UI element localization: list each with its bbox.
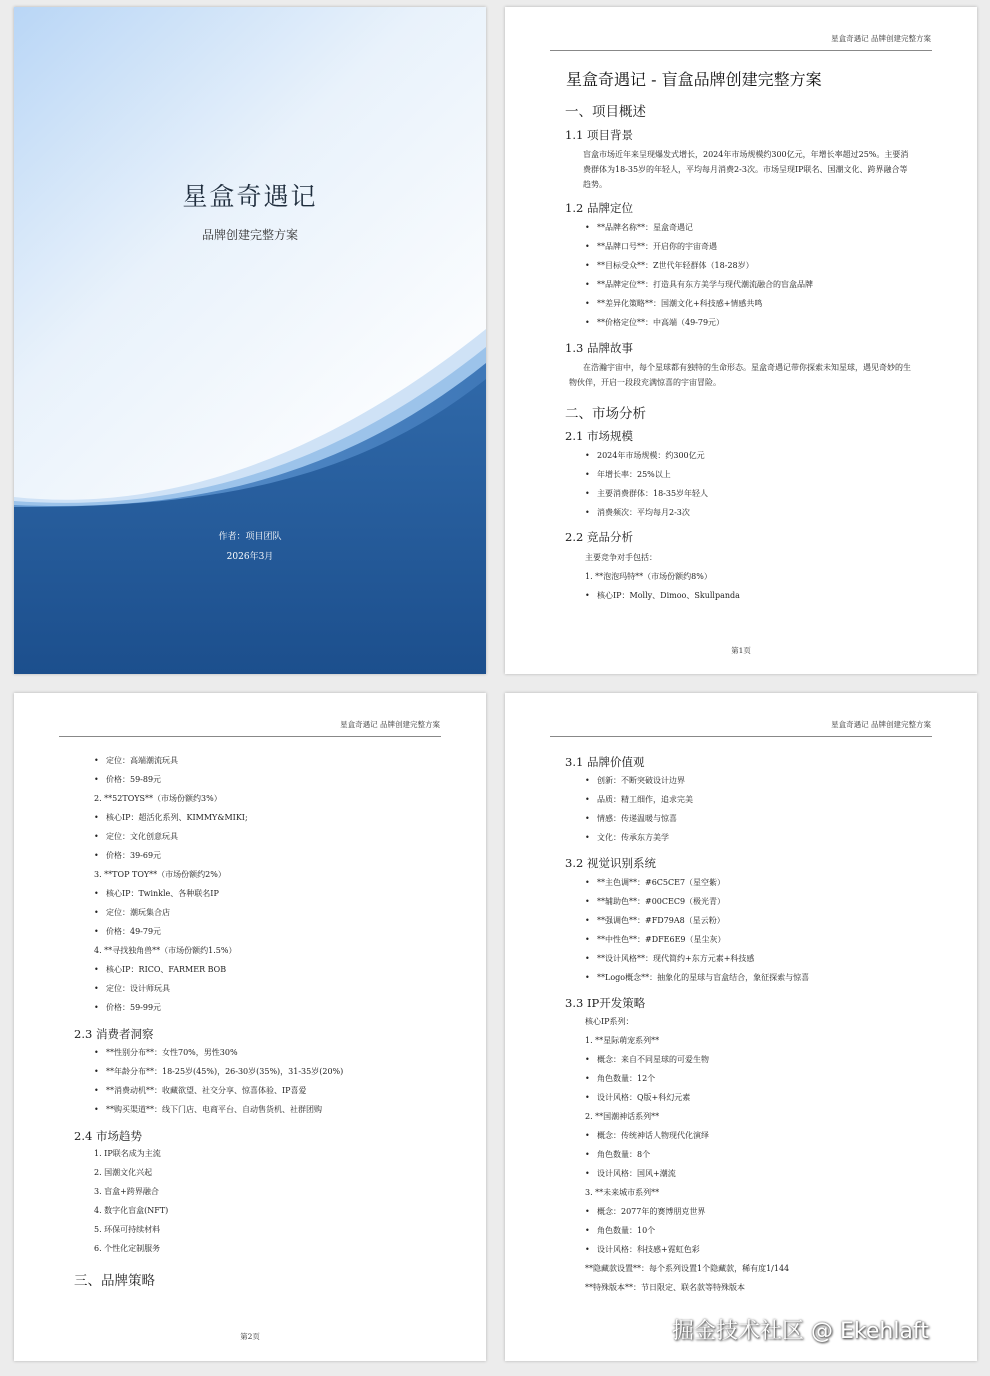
- list-item-text: 情感：传递温暖与惊喜: [597, 814, 677, 823]
- list-item-text: **Logo概念**：抽象化的星球与盲盒结合，象征探索与惊喜: [597, 973, 810, 982]
- list-item: • 核心IP：Molly、Dimoo、Skullpanda: [585, 591, 740, 600]
- list-item: [94, 1243, 160, 1254]
- bullet-marker: •: [585, 814, 590, 823]
- list-item: [585, 1263, 789, 1274]
- subsection-heading: 3.2 视觉识别系统: [565, 856, 656, 870]
- list-item-text: 文化：传承东方美学: [597, 833, 669, 842]
- list-item-text: 2. **52TOYS**（市场份额约3%）: [94, 794, 222, 803]
- page-header: 星盒奇遇记 品牌创建完整方案: [831, 720, 931, 729]
- document-page-1: [505, 7, 977, 674]
- list-item: [94, 1066, 343, 1077]
- list-item: [585, 1149, 650, 1160]
- document-page-3: [505, 693, 977, 1361]
- list-item: [585, 1054, 709, 1065]
- list-item: [585, 1130, 709, 1141]
- bullet-marker: •: [585, 795, 590, 804]
- bullet-marker: •: [94, 851, 99, 860]
- list-item: [585, 507, 690, 518]
- list-item: [585, 1282, 745, 1293]
- list-item: [585, 1187, 659, 1198]
- bullet-marker: •: [585, 833, 590, 842]
- list-item-text: 角色数量：12个: [597, 1074, 656, 1083]
- bullet-marker: •: [94, 908, 99, 917]
- list-item-text: 核心IP：Twinkle、各种联名IP: [106, 889, 219, 898]
- bullet-marker: •: [585, 451, 590, 460]
- list-item: [585, 1073, 655, 1084]
- paragraph: 在浩瀚宇宙中，每个星球都有独特的生命形态。星盒奇遇记带你探索未知星球，遇见奇妙的生物伙伴，开启一段段充满惊喜的宇宙冒险。: [569, 363, 911, 387]
- list-item-text: 概念：来自不同星球的可爱生物: [597, 1055, 709, 1064]
- bullet-marker: •: [585, 897, 590, 906]
- list-item-text: 主要消费群体：18-35岁年轻人: [597, 489, 709, 498]
- bullet-marker: •: [94, 1105, 99, 1114]
- page-header: 星盒奇遇记 品牌创建完整方案: [340, 720, 440, 729]
- bullet-marker: •: [585, 223, 590, 232]
- list-item-text: 2. **国潮神话系列**: [585, 1112, 660, 1121]
- list-item: [585, 934, 726, 945]
- list-item: [94, 831, 178, 842]
- list-item-text: **品牌名称**：星盒奇遇记: [597, 223, 693, 232]
- subsection-heading: 2.2 竞品分析: [565, 530, 633, 544]
- section-heading: 二、市场分析: [565, 406, 646, 422]
- watermark: 掘金技术社区 @ Ekehlaft: [672, 1319, 929, 1344]
- list-item: [94, 774, 161, 785]
- bullet-marker: •: [585, 318, 590, 327]
- cover-title: 星盒奇遇记: [182, 182, 318, 211]
- list-item-text: **差异化策略**：国潮文化+科技感+情感共鸣: [597, 299, 763, 308]
- list-item-text: **消费动机**：收藏欲望、社交分享、惊喜体验、IP喜爱: [106, 1086, 307, 1095]
- list-item: [585, 1035, 659, 1046]
- paragraph: 主要竞争对手包括：: [585, 553, 657, 562]
- bullet-marker: •: [585, 1055, 590, 1064]
- list-item-text: 品质：精工细作，追求完美: [597, 795, 693, 804]
- page-number: 第2页: [240, 1332, 260, 1341]
- list-item-text: **设计风格**：现代简约+东方元素+科技感: [597, 954, 755, 963]
- list-item: [94, 1224, 160, 1235]
- list-item-text: 核心IP系列：: [585, 1017, 634, 1026]
- list-item-text: 1. IP联名成为主流: [94, 1149, 161, 1158]
- subsection-heading: 1.1 项目背景: [565, 128, 633, 142]
- list-item-text: 4. 数字化盲盒(NFT): [94, 1206, 169, 1215]
- list-item-text: **价格定位**：中高端（49-79元）: [597, 318, 725, 327]
- list-item-text: 1. **星际萌宠系列**: [585, 1036, 660, 1045]
- bullet-marker: •: [94, 832, 99, 841]
- list-item: [94, 983, 170, 994]
- bullet-marker: •: [585, 489, 590, 498]
- bullet-marker: •: [94, 984, 99, 993]
- section-heading: 一、项目概述: [565, 104, 646, 120]
- list-item-text: 概念：2077年的赛博朋克世界: [597, 1207, 706, 1216]
- list-item-text: 定位：潮玩集合店: [106, 908, 170, 917]
- bullet-marker: •: [94, 813, 99, 822]
- section-heading: 三、品牌策略: [74, 1273, 155, 1289]
- bullet-marker: •: [94, 889, 99, 898]
- list-item: [94, 869, 226, 880]
- bullet-marker: •: [94, 927, 99, 936]
- list-item: [585, 488, 708, 499]
- list-item: [94, 793, 222, 804]
- list-item-text: 角色数量：10个: [597, 1226, 656, 1235]
- list-item-text: **辅助色**：#00CEC9（极光青）: [597, 897, 726, 906]
- page-number: 第1页: [731, 646, 751, 655]
- document-page-2: [14, 693, 486, 1361]
- list-item-text: 设计风格：Q版+科幻元素: [597, 1093, 691, 1102]
- list-item: [585, 877, 725, 888]
- list-item: [585, 317, 724, 328]
- list-item-text: 2024年市场规模：约300亿元: [597, 451, 705, 460]
- list-item-text: 消费频次：平均每月2-3次: [597, 508, 690, 517]
- list-item: [585, 1111, 659, 1122]
- list-item-text: 4. **寻找独角兽**（市场份额约1.5%）: [94, 946, 237, 955]
- list-item-text: 创新：不断突破设计边界: [597, 776, 685, 785]
- cover-author: 作者：项目团队: [218, 532, 282, 542]
- bullet-marker: •: [585, 1131, 590, 1140]
- list-item-text: **购买渠道**：线下门店、电商平台、自动售货机、社群团购: [106, 1105, 322, 1114]
- list-item: [585, 450, 705, 461]
- header-divider: [59, 736, 441, 737]
- list-item-text: **年龄分布**：18-25岁(45%)，26-30岁(35%)，31-35岁(20%): [106, 1067, 344, 1076]
- header-divider: [550, 50, 932, 51]
- list-item: [94, 926, 161, 937]
- list-item: [94, 1104, 322, 1115]
- list-item-text: 3. **未来城市系列**: [585, 1188, 660, 1197]
- list-item-text: 价格：59-89元: [106, 775, 162, 784]
- bullet-marker: •: [585, 935, 590, 944]
- bullet-marker: •: [585, 1169, 590, 1178]
- cover-page: [14, 7, 486, 674]
- list-item: [585, 953, 754, 964]
- bullet-marker: •: [585, 280, 590, 289]
- list-item: [585, 469, 671, 480]
- list-item: [585, 813, 677, 824]
- list-item-text: 定位：设计师玩具: [106, 984, 170, 993]
- list-item-text: 定位：文化创意玩具: [106, 832, 178, 841]
- list-item: [585, 260, 754, 271]
- bullet-marker: •: [585, 1207, 590, 1216]
- bullet-marker: •: [585, 1150, 590, 1159]
- list-item-text: 角色数量：8个: [597, 1150, 651, 1159]
- list-item: [94, 964, 226, 975]
- list-item-text: **强调色**：#FD79A8（星云粉）: [597, 916, 725, 925]
- list-item: [94, 755, 178, 766]
- list-item-text: **品牌口号**：开启你的宇宙奇遇: [597, 242, 717, 251]
- list-item-text: **中性色**：#DFE6E9（星尘灰）: [597, 935, 726, 944]
- bullet-marker: •: [94, 1086, 99, 1095]
- bullet-marker: •: [94, 1067, 99, 1076]
- list-item: [94, 1167, 152, 1178]
- list-item: [585, 1092, 690, 1103]
- list-item: [585, 298, 762, 309]
- bullet-marker: •: [585, 878, 590, 887]
- list-item: [94, 907, 170, 918]
- list-item: [94, 1002, 161, 1013]
- list-item-text: 3. 盲盒+跨界融合: [94, 1187, 159, 1196]
- subsection-heading: 2.4 市场趋势: [74, 1129, 142, 1143]
- list-item-text: 6. 个性化定制服务: [94, 1244, 161, 1253]
- list-item: [585, 832, 669, 843]
- bullet-marker: •: [585, 776, 590, 785]
- bullet-marker: •: [94, 965, 99, 974]
- list-item: [94, 1047, 238, 1058]
- list-item: [585, 1016, 634, 1027]
- list-item: [585, 775, 685, 786]
- bullet-marker: •: [585, 973, 590, 982]
- list-item-text: 定位：高端潮流玩具: [106, 756, 178, 765]
- header-divider: [550, 736, 932, 737]
- page-header: 星盒奇遇记 品牌创建完整方案: [831, 34, 931, 43]
- list-item: [585, 1206, 705, 1217]
- list-item-text: 价格：49-79元: [106, 927, 162, 936]
- subsection-heading: 3.1 品牌价值观: [565, 755, 645, 769]
- list-item: [94, 888, 219, 899]
- subsection-heading: 1.2 品牌定位: [565, 201, 633, 215]
- bullet-marker: •: [585, 1074, 590, 1083]
- cover-subtitle: 品牌创建完整方案: [201, 228, 298, 242]
- list-item: 1. **泡泡玛特**（市场份额约8%）: [585, 572, 712, 581]
- bullet-marker: •: [585, 508, 590, 517]
- list-item: [585, 896, 725, 907]
- list-item-text: 3. **TOP TOY**（市场份额约2%）: [94, 870, 226, 879]
- list-item: [585, 279, 813, 290]
- list-item-text: 设计风格：国风+潮流: [597, 1169, 676, 1178]
- bullet-marker: •: [585, 1245, 590, 1254]
- bullet-marker: •: [585, 954, 590, 963]
- list-item-text: 核心IP：超活化系列、KIMMY&MIKI;: [106, 813, 248, 822]
- list-item: [585, 915, 725, 926]
- list-item-text: 价格：39-69元: [106, 851, 162, 860]
- bullet-marker: •: [94, 756, 99, 765]
- cover-background-wave: [14, 7, 486, 674]
- list-item-text: **特殊版本**：节日限定、联名款等特殊版本: [585, 1283, 745, 1292]
- bullet-marker: •: [94, 1003, 99, 1012]
- bullet-marker: •: [585, 1226, 590, 1235]
- list-item-text: 价格：59-99元: [106, 1003, 162, 1012]
- list-item: [585, 1244, 700, 1255]
- list-item-text: 设计风格：科技感+霓虹色彩: [597, 1245, 700, 1254]
- list-item: [94, 1205, 168, 1216]
- list-item: [585, 222, 693, 233]
- list-item-text: **性别分布**：女性70%，男性30%: [106, 1048, 238, 1057]
- bullet-marker: •: [585, 916, 590, 925]
- list-item: [94, 1148, 161, 1159]
- cover-date: 2026年3月: [226, 552, 274, 562]
- list-item-text: 2. 国潮文化兴起: [94, 1168, 153, 1177]
- list-item: [94, 945, 237, 956]
- list-item: [94, 1186, 159, 1197]
- list-item-text: 年增长率：25%以上: [597, 470, 671, 479]
- list-item: [585, 1225, 655, 1236]
- list-item-text: **品牌定位**：打造具有东方美学与现代潮流融合的盲盒品牌: [597, 280, 813, 289]
- list-item-text: **目标受众**：Z世代年轻群体（18-28岁）: [597, 261, 754, 270]
- bullet-marker: •: [94, 1048, 99, 1057]
- list-item-text: **主色调**：#6C5CE7（星空紫）: [597, 878, 726, 887]
- list-item-text: 概念：传统神话人物现代化演绎: [597, 1131, 709, 1140]
- bullet-marker: •: [94, 775, 99, 784]
- list-item: [94, 1085, 307, 1096]
- bullet-marker: •: [585, 470, 590, 479]
- paragraph: 盲盒市场近年来呈现爆发式增长，2024年市场规模约300亿元，年增长率超过25%。主要消费群体为18-35岁的年轻人，平均每月消费2-3次。市场呈现IP联名、国潮文化、跨界融合等趋势。: [583, 150, 909, 189]
- list-item-text: 核心IP：RICO、FARMER BOB: [106, 965, 227, 974]
- list-item: [585, 1168, 676, 1179]
- bullet-marker: •: [585, 261, 590, 270]
- list-item: [94, 850, 161, 861]
- subsection-heading: 2.3 消费者洞察: [74, 1027, 154, 1041]
- list-item: [585, 794, 693, 805]
- document-title: 星盒奇遇记 - 盲盒品牌创建完整方案: [566, 70, 822, 89]
- list-item-text: 5. 环保可持续材料: [94, 1225, 161, 1234]
- list-item: [94, 812, 248, 823]
- bullet-marker: •: [585, 1093, 590, 1102]
- subsection-heading: 2.1 市场规模: [565, 429, 633, 443]
- list-item: [585, 972, 809, 983]
- list-item-text: **隐藏款设置**：每个系列设置1个隐藏款，稀有度1/144: [585, 1264, 790, 1273]
- subsection-heading: 3.3 IP开发策略: [565, 996, 646, 1010]
- list-item: [585, 241, 717, 252]
- bullet-marker: •: [585, 242, 590, 251]
- subsection-heading: 1.3 品牌故事: [565, 341, 633, 355]
- bullet-marker: •: [585, 299, 590, 308]
